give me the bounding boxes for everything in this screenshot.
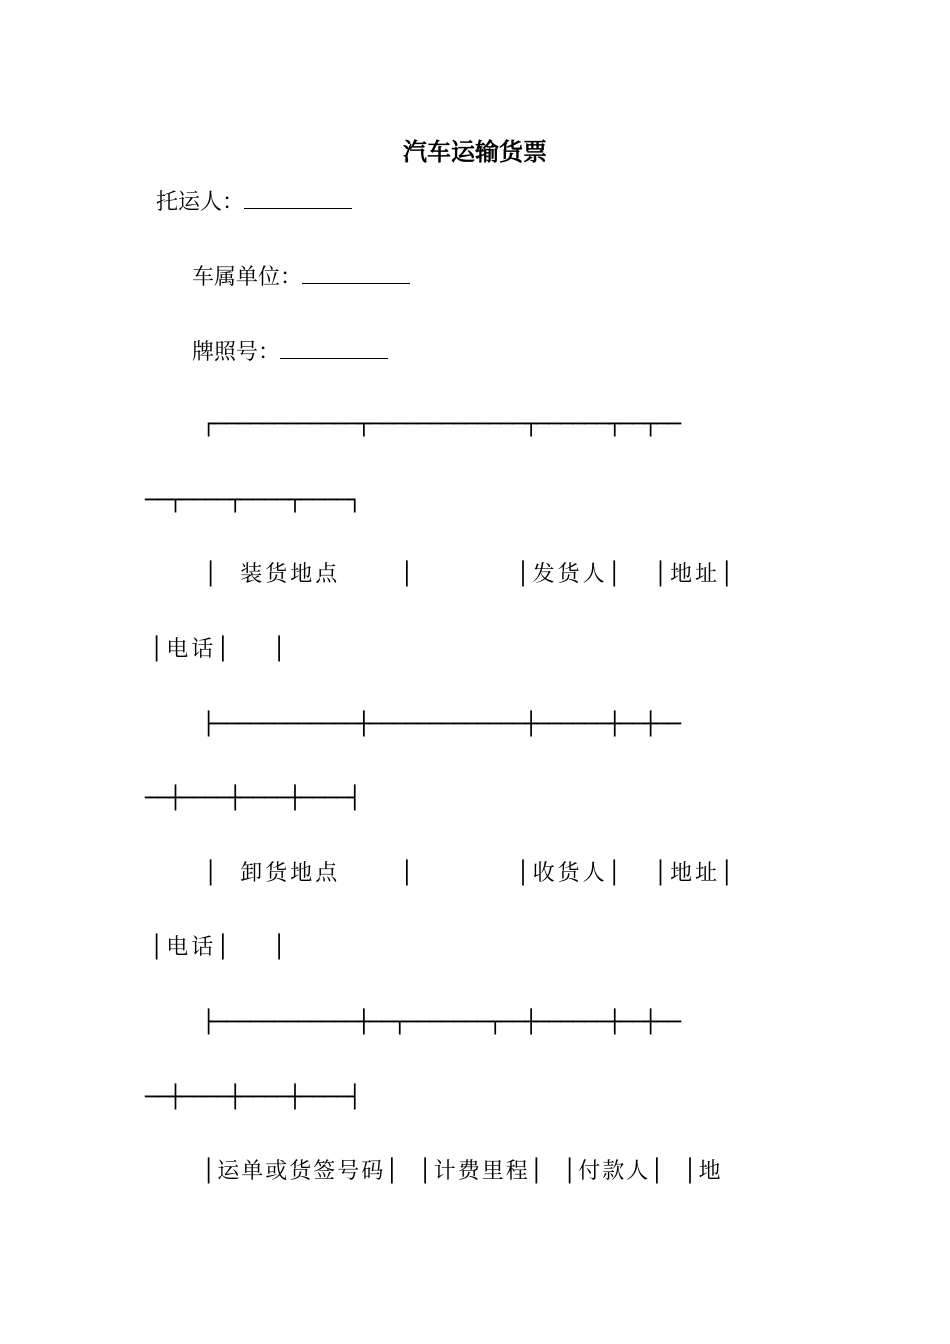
table-row-loading-phone: │电话│ │ <box>150 637 289 662</box>
table-top-border-2: ──┬────┬────┬────┐ <box>145 488 361 513</box>
vehicle-unit-label: 车属单位： <box>192 265 303 290</box>
page-title: 汽车运输货票 <box>403 137 547 166</box>
shipper-field <box>156 186 352 218</box>
table-row-loading: │ 装货地点 │ │发货人│ │地址│ <box>204 562 737 587</box>
table-row-waybill: │运单或货签号码│ │计费里程│ │付款人│ │地 <box>202 1159 723 1184</box>
table-separator-2a: ├────────────┼──┬───────┬──┼──────┼──┼── <box>202 1010 680 1035</box>
shipper-blank <box>244 186 352 209</box>
table-top-border-1: ┌────────────┬─────────────┬──────┬──┬── <box>202 412 680 437</box>
table-row-unloading-phone: │电话│ │ <box>150 935 289 960</box>
table-row-unloading: │ 卸货地点 │ │收货人│ │地址│ <box>204 861 737 886</box>
table-separator-1b: ──┼────┼────┼────┤ <box>145 786 361 811</box>
vehicle-unit-field <box>192 261 410 293</box>
shipper-label: 托运人： <box>156 190 245 215</box>
plate-field <box>192 336 388 368</box>
table-separator-2b: ──┼────┼────┼────┤ <box>145 1085 361 1110</box>
plate-blank <box>280 336 388 359</box>
table-separator-1a: ├────────────┼─────────────┼──────┼──┼── <box>202 712 680 737</box>
vehicle-unit-blank <box>302 261 410 284</box>
plate-label: 牌照号： <box>192 340 281 365</box>
